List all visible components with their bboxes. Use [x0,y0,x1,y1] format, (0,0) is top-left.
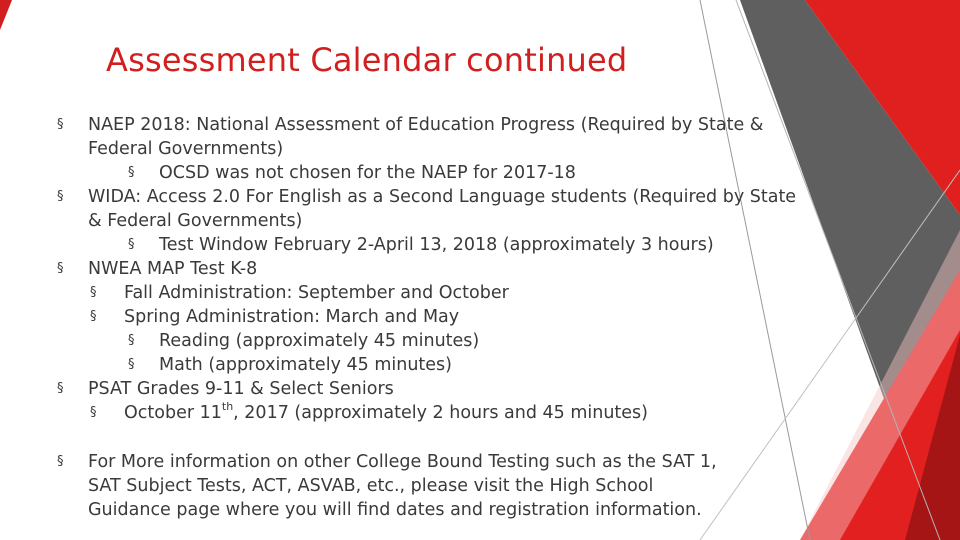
more-info-line-1: For More information on other College Bound Testing such as the SAT 1, [88,452,717,472]
bullet-icon: § [57,117,64,132]
sub-bullet-icon: § [90,309,97,324]
sub-bullet-icon: § [90,405,97,420]
wida-line-1: WIDA: Access 2.0 For English as a Second Language students (Required by State [88,187,797,207]
naep-line-2: Federal Governments) [88,139,284,159]
naep-sub-1: OCSD was not chosen for the NAEP for 2017-18 [159,163,576,183]
more-info-line-3: Guidance page where you will find dates and registration information. [88,500,702,520]
nwea-sub-2a: Reading (approximately 45 minutes) [159,331,480,351]
bullet-icon: § [57,454,64,469]
psat-line-1: PSAT Grades 9-11 & Select Seniors [88,379,394,399]
more-info-line-2: SAT Subject Tests, ACT, ASVAB, etc., please visit the High School [88,476,654,496]
left-red-sliver [0,0,12,30]
bullet-icon: § [57,381,64,396]
wida-sub-1: Test Window February 2-April 13, 2018 (approximately 3 hours) [159,235,714,255]
bullet-icon: § [57,261,64,276]
slide-title: Assessment Calendar continued [106,41,628,79]
sub-sub-bullet-icon: § [128,357,135,372]
nwea-sub-2b: Math (approximately 45 minutes) [159,355,452,375]
nwea-sub-2: Spring Administration: March and May [124,307,460,327]
sub-bullet-icon: § [128,237,135,252]
nwea-sub-1: Fall Administration: September and October [124,283,509,303]
naep-line-1: NAEP 2018: National Assessment of Education Progress (Required by State & [88,115,764,135]
nwea-line-1: NWEA MAP Test K-8 [88,259,258,279]
psat-sub-1: October 11th, 2017 (approximately 2 hours and 45 minutes) [124,400,648,423]
sub-bullet-icon: § [90,285,97,300]
sub-sub-bullet-icon: § [128,333,135,348]
bullet-icon: § [57,189,64,204]
sub-bullet-icon: § [128,165,135,180]
wida-line-2: & Federal Governments) [88,211,303,231]
